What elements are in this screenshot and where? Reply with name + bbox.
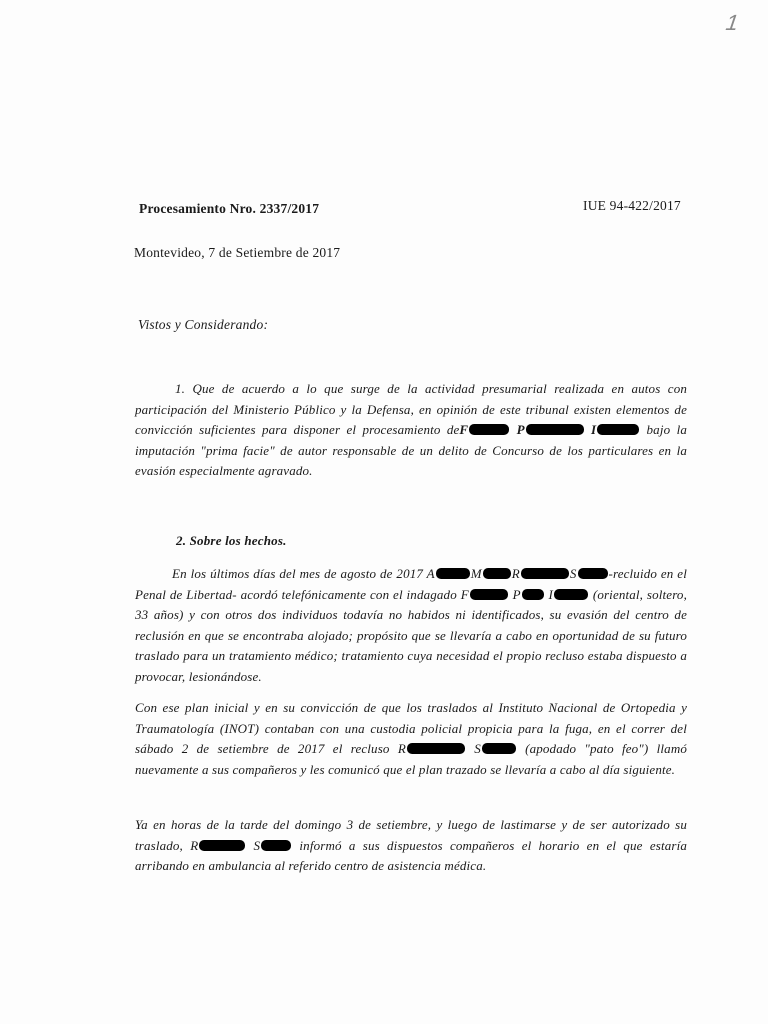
redaction-bar	[483, 568, 511, 579]
paragraph-text: -recluido en el Penal de Libertad- acordó telefónicamente con el indagado	[135, 566, 687, 602]
paragraph-number: 1.	[175, 381, 186, 396]
redacted-initial: M	[470, 566, 482, 581]
redacted-initial: S	[569, 566, 577, 581]
redacted-initial: S	[474, 741, 481, 756]
redaction-bar	[407, 743, 465, 754]
redaction-bar	[469, 424, 509, 435]
redaction-bar	[578, 568, 608, 579]
redacted-initial: R	[511, 566, 520, 581]
redaction-bar	[597, 424, 639, 435]
place-date: Montevideo, 7 de Setiembre de 2017	[134, 245, 341, 260]
redaction-bar	[526, 424, 584, 435]
paragraph-2	[135, 564, 687, 687]
section-heading: Vistos y Considerando:	[138, 317, 269, 332]
redaction-bar	[554, 589, 588, 600]
redacted-initial: A	[426, 566, 435, 581]
paragraph-text: (apodado "pato feo") llamó nuevamente a sus compañeros y les comunicó que el plan trazado se llevaría a cabo al día siguiente.	[135, 741, 688, 777]
redacted-initial: S	[253, 837, 261, 853]
redacted-initial: R	[190, 837, 199, 853]
redacted-initial: F	[460, 586, 469, 602]
redaction-bar	[521, 568, 569, 579]
redaction-bar	[199, 840, 245, 851]
paragraph-text: Ya en horas de la tarde del domingo 3 de setiembre, y luego de lastimarse y de ser autorizado su traslado,	[135, 817, 687, 853]
redacted-initial: P	[516, 422, 525, 437]
redacted-initial: R	[397, 741, 406, 756]
redacted-initial: F	[459, 422, 469, 437]
redaction-bar	[470, 589, 508, 600]
paragraph-text: bajo la imputación "prima facie" de autor responsable de un delito de Concurso de los particulares en la evasión especialmente agravado.	[135, 422, 687, 478]
redacted-initial: I	[590, 422, 597, 437]
paragraph-text: informó a sus dispuestos compañeros el horario en el que estaría arribando en ambulancia al referido centro de asistencia médica.	[135, 837, 687, 873]
paragraph-text: (oriental, soltero, 33 años) y con otros dos individuos todavía no habidos ni identificados, su evasión del centro de reclusión en que se encontraba alojado; propósito que se llevaría a cabo en oportunidad de su futuro traslado para un tratamiento médico; tratamiento cuya necesidad el propio recluso estaba dispuesto a provocar, lesionándose.	[135, 586, 687, 684]
paragraph-text: En los últimos días del mes de agosto de 2017	[172, 566, 424, 581]
redaction-bar	[522, 589, 544, 600]
redacted-initial: I	[548, 586, 554, 602]
page-number: 1	[724, 10, 741, 35]
redaction-bar	[482, 743, 516, 754]
paragraph-text: Que de acuerdo a lo que surge de la actividad presumarial realizada en autos con participación del Ministerio Público y la Defensa, en opinión de este tribunal existen elementos de convicción suficientes para disponer el procesamiento de	[135, 381, 687, 437]
paragraph-1	[135, 379, 687, 482]
redacted-initial: P	[512, 586, 521, 602]
paragraph-4	[135, 815, 687, 877]
paragraph-text: Con ese plan inicial y en su convicción de que los traslados al Instituto Nacional de Ortopedia y Traumatología (INOT) contaban con una custodia policial propicia para la fuga, en el correr del sábado 2 de setiembre de 2017 el recluso	[135, 700, 687, 756]
section-2-heading: 2. Sobre los hechos.	[176, 533, 287, 548]
iue-number: IUE 94-422/2017	[583, 198, 681, 213]
case-title: Procesamiento Nro. 2337/2017	[139, 201, 320, 216]
paragraph-3	[135, 698, 687, 780]
redaction-bar	[436, 568, 470, 579]
redaction-bar	[261, 840, 291, 851]
